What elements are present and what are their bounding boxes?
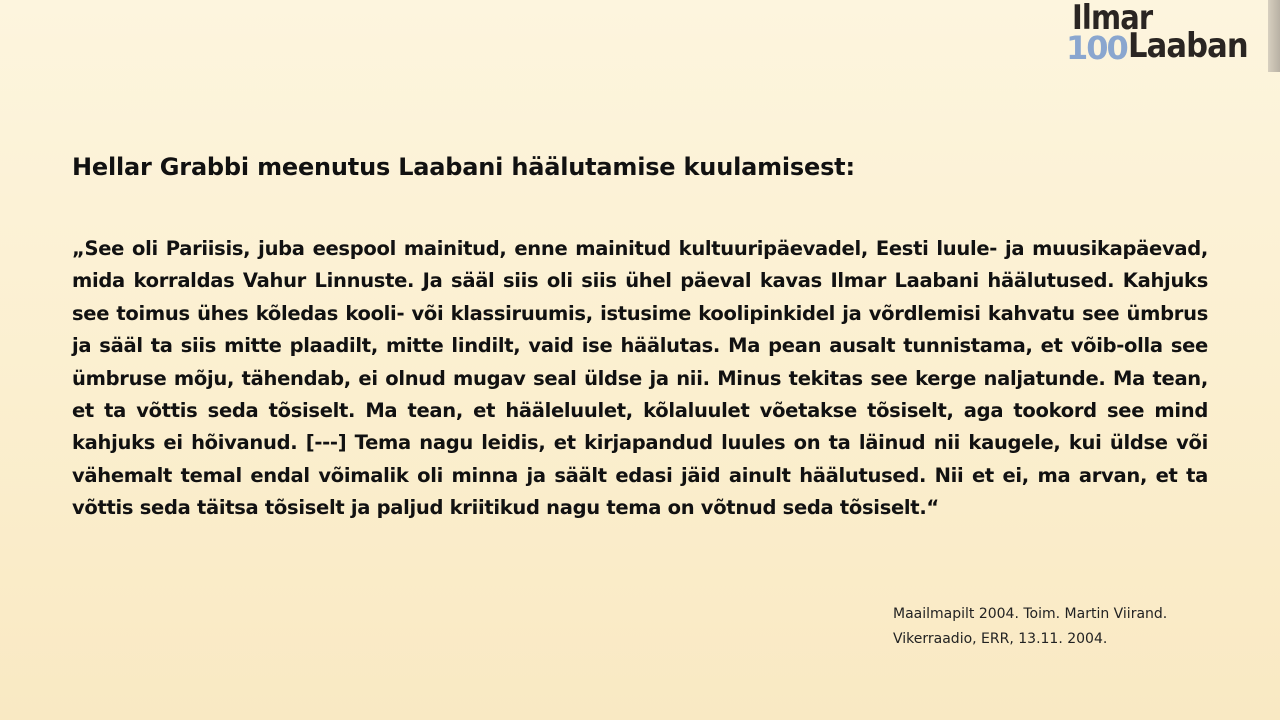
logo-text-laaban: Laaban [1128, 26, 1248, 66]
logo-number-100: 100 [1066, 29, 1127, 67]
source-line-2: Vikerraadio, ERR, 13.11. 2004. [893, 631, 1108, 647]
source-citation [893, 602, 1253, 652]
logo-side-bar [1268, 0, 1280, 72]
logo-text-ilmar: Ilmar [1072, 0, 1153, 38]
quote-paragraph: „See oli Pariisis, juba eespool mainitud, enne mainitud kultuuripäevadel, Eesti luule- ja muusikapäevad, mida korraldas Vahur Linnuste. Ja sääl siis oli siis ühel päeval kavas Ilmar Laabani häälutused. Kahjuks see toimus ühes kõledas kooli- või klassiruumis, istusime koolipinkidel ja võrdlemisi kahvatu see ümbrus ja sääl ta siis mitte plaadilt, mitte lindilt, vaid ise häälutas. Ma pean ausalt tunnistama, et võib-olla see ümbruse mõju, tähendab, ei olnud mugav seal üldse ja nii. Minus tekitas see kerge naljatunde. Ma tean, et ta võttis seda tõsiselt. Ma tean, et hääleluulet, kõlaluulet võetakse tõsiselt, aga tookord see mind kahjuks ei hõivanud. [---] Tema nagu leidis, et kirjapandud luules on ta läinud nii kaugele, kui üldse või vähemalt temal endal võimalik oli minna ja säält edasi jäid ainult häälutused. Nii et ei, ma arvan, et ta võttis seda täitsa tõsiselt ja paljud kriitikud nagu tema on võtnud seda tõsiselt.“ [72, 237, 1208, 520]
ilmar-laaban-100-logo [1066, 0, 1280, 72]
source-line-1: Maailmapilt 2004. Toim. Martin Viirand. [893, 606, 1168, 622]
slide-heading: Hellar Grabbi meenutus Laabani häälutamise kuulamisest: [72, 153, 855, 181]
